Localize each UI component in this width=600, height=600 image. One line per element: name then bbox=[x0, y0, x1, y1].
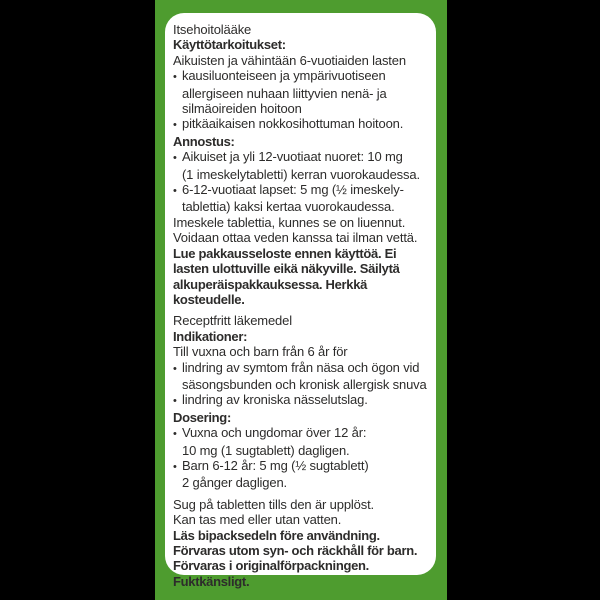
text-line: alkuperäispakkauksessa. Herkkä bbox=[173, 276, 368, 292]
text-line: • Barn 6-12 år: 5 mg (½ sugtablett) bbox=[173, 458, 433, 475]
bold-paragraph bbox=[173, 37, 433, 52]
text-line: silmäoireiden hoitoon bbox=[182, 101, 302, 117]
text-line: • lindring av kroniska nässelutslag. bbox=[173, 392, 433, 409]
text-line: Itsehoitolääke bbox=[173, 22, 252, 37]
bold-paragraph bbox=[173, 246, 433, 308]
text-line: lasten ulottuville eikä näkyville. Säilytä bbox=[173, 261, 400, 277]
text-line: Annostus: bbox=[173, 133, 235, 149]
text-line: Dosering: bbox=[173, 409, 231, 425]
bullet-icon: • bbox=[173, 152, 177, 165]
bold-paragraph bbox=[173, 329, 433, 344]
text-line: (1 imeskelytabletti) kerran vuorokaudessa. bbox=[182, 166, 420, 182]
bullet-item bbox=[173, 182, 433, 215]
text-line: Kan tas med eller utan vatten. bbox=[173, 512, 342, 528]
text-line: kosteudelle. bbox=[173, 291, 245, 307]
paragraph bbox=[173, 215, 433, 246]
bullet-icon: • bbox=[173, 460, 177, 473]
text-line: Imeskele tablettia, kunnes se on liuennut. bbox=[173, 214, 406, 230]
paragraph bbox=[173, 344, 433, 359]
bullet-icon: • bbox=[173, 119, 177, 132]
text-line: 2 gånger dagligen. bbox=[182, 475, 288, 491]
text-line: • Aikuiset ja yli 12-vuotiaat nuoret: 10 mg bbox=[173, 149, 433, 166]
text-line: Indikationer: bbox=[173, 328, 248, 344]
text-line: säsongsbunden och kronisk allergisk snuva bbox=[182, 376, 427, 392]
bullet-item bbox=[173, 68, 433, 116]
bullet-icon: • bbox=[173, 428, 177, 441]
paragraph bbox=[173, 53, 433, 68]
bullet-icon: • bbox=[173, 395, 177, 408]
text-line: 10 mg (1 sugtablett) dagligen. bbox=[182, 442, 350, 458]
bullet-icon: • bbox=[173, 362, 177, 375]
text-line: Läs bipacksedeln före användning. bbox=[173, 527, 380, 543]
bullet-item bbox=[173, 425, 433, 458]
text-line: Sug på tabletten tills den är upplöst. bbox=[173, 496, 374, 512]
text-line: tablettia) kaksi kertaa vuorokaudessa. bbox=[182, 199, 395, 215]
paragraph bbox=[173, 22, 433, 37]
label-card bbox=[165, 13, 436, 589]
paragraph bbox=[173, 313, 433, 328]
label-text bbox=[165, 13, 436, 589]
bullet-item bbox=[173, 116, 433, 133]
bold-paragraph bbox=[173, 410, 433, 425]
text-line: • lindring av symtom från näsa och ögon vid bbox=[173, 360, 433, 377]
bullet-item bbox=[173, 149, 433, 182]
text-line: allergiseen nuhaan liittyvien nenä- ja bbox=[182, 85, 387, 101]
text-line: Förvaras i originalförpackningen. bbox=[173, 558, 369, 574]
text-line: • 6-12-vuotiaat lapset: 5 mg (½ imeskely- bbox=[173, 182, 433, 199]
text-line: Voidaan ottaa veden kanssa tai ilman vettä. bbox=[173, 230, 418, 246]
text-line: • Vuxna och ungdomar över 12 år: bbox=[173, 425, 433, 442]
bullet-item bbox=[173, 392, 433, 409]
paragraph bbox=[173, 497, 433, 528]
bold-paragraph bbox=[173, 528, 433, 590]
text-line: Lue pakkausseloste ennen käyttöä. Ei bbox=[173, 245, 397, 261]
text-line: Käyttötarkoitukset: bbox=[173, 37, 286, 53]
bold-paragraph bbox=[173, 134, 433, 149]
text-line: • pitkäaikaisen nokkosihottuman hoitoon. bbox=[173, 116, 433, 133]
text-line: Fuktkänsligt. bbox=[173, 573, 250, 589]
bullet-item bbox=[173, 360, 433, 393]
text-line: Aikuisten ja vähintään 6-vuotiaiden lasten bbox=[173, 52, 406, 68]
bullet-item bbox=[173, 458, 433, 491]
bullet-icon: • bbox=[173, 185, 177, 198]
text-line: Receptfritt läkemedel bbox=[173, 313, 292, 329]
package-side-panel bbox=[155, 0, 447, 600]
text-line: • kausiluonteiseen ja ympärivuotiseen bbox=[173, 68, 433, 85]
text-line: Förvaras utom syn- och räckhåll för barn. bbox=[173, 543, 418, 558]
text-line: Till vuxna och barn från 6 år för bbox=[173, 344, 348, 360]
bullet-icon: • bbox=[173, 71, 177, 84]
